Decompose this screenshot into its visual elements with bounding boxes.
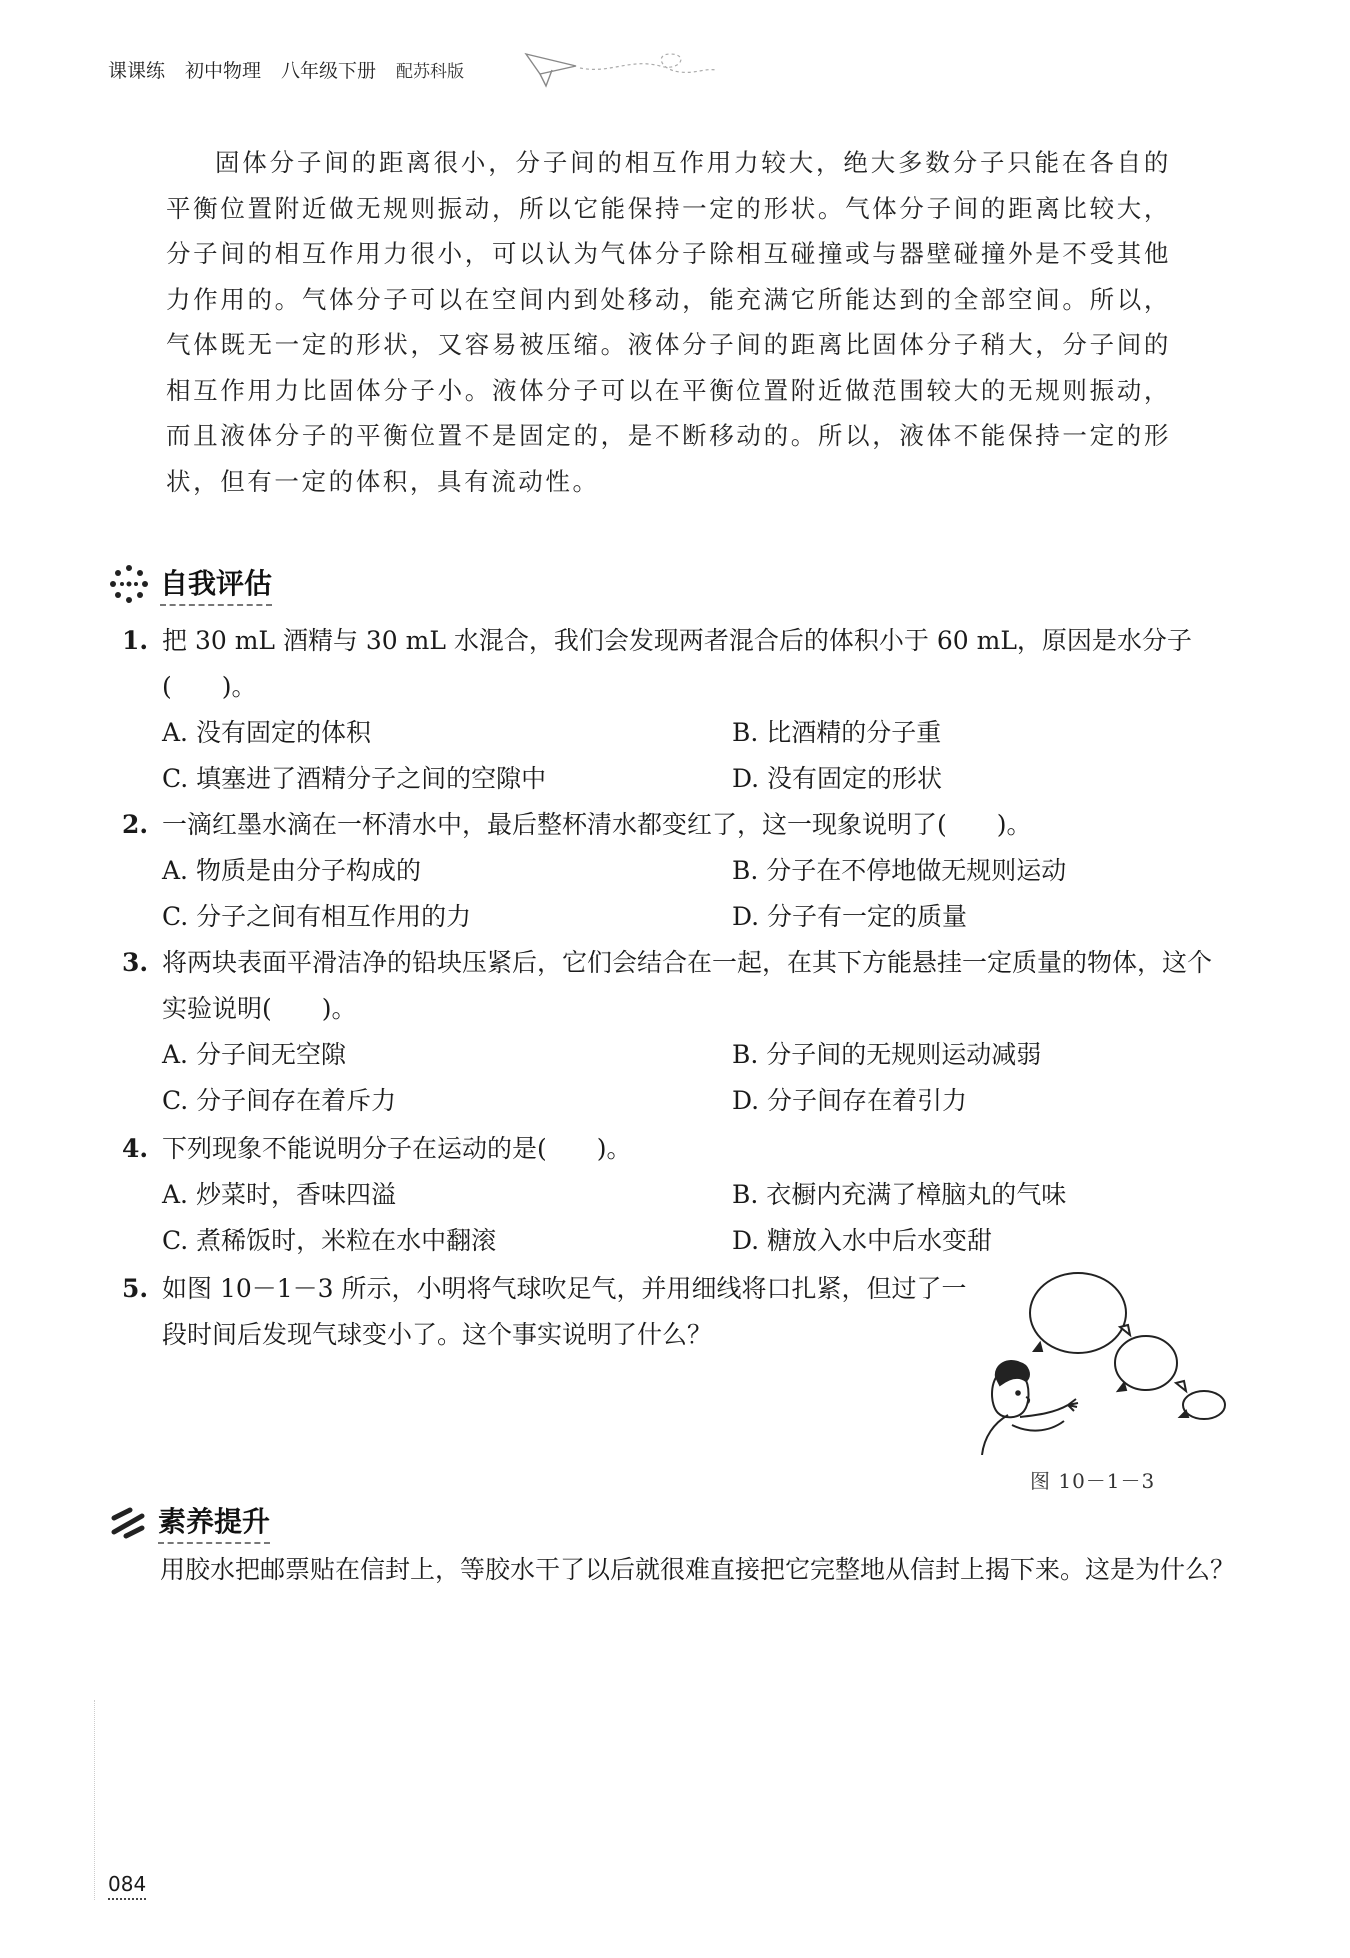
question-stem: 把 30 mL 酒精与 30 mL 水混合，我们会发现两者混合后的体积小于 60 mL，原因是水分子( )。	[162, 626, 1192, 701]
book-subject: 初中物理	[185, 59, 262, 82]
question-stem: 下列现象不能说明分子在运动的是( )。	[162, 1134, 632, 1163]
reading-passage	[166, 140, 1171, 504]
option-grid	[162, 1032, 1232, 1124]
question-stem: 如图 10－1－3 所示，小明将气球吹足气，并用细线将口扎紧，但过了一段时间后发现气球变小了。这个事实说明了什么？	[162, 1274, 967, 1349]
option-b[interactable]: B. 分子间的无规则运动减弱	[732, 1040, 1042, 1069]
improvement-title: 素养提升	[158, 1500, 270, 1544]
option-a[interactable]: A. 物质是由分子构成的	[162, 856, 421, 885]
option-a[interactable]: A. 分子间无空隙	[162, 1040, 346, 1069]
option-d[interactable]: D. 分子有一定的质量	[732, 902, 968, 931]
question-4	[122, 1126, 1232, 1264]
improvement-heading	[108, 1500, 270, 1544]
improvement-text: 用胶水把邮票贴在信封上，等胶水干了以后就很难直接把它完整地从信封上揭下来。这是为什么？	[160, 1555, 1236, 1584]
option-b[interactable]: B. 比酒精的分子重	[732, 718, 942, 747]
question-1	[122, 618, 1232, 802]
question-number: 1.	[122, 626, 149, 655]
small-balloon	[1183, 1391, 1225, 1419]
book-edition: 配苏科版	[396, 61, 465, 82]
question-2	[122, 802, 1232, 940]
balloon-illustration	[968, 1265, 1233, 1455]
question-number: 3.	[122, 948, 149, 977]
dots-icon	[108, 563, 150, 605]
page-number: 084	[108, 1872, 146, 1900]
option-a[interactable]: A. 没有固定的体积	[162, 718, 371, 747]
book-grade: 八年级下册	[281, 59, 377, 82]
question-3	[122, 940, 1232, 1124]
question-stem: 一滴红墨水滴在一杯清水中，最后整杯清水都变红了，这一现象说明了( )。	[162, 810, 1032, 839]
option-grid	[162, 1172, 1232, 1264]
option-grid	[162, 848, 1232, 940]
margin-guide	[94, 1700, 96, 1900]
option-d[interactable]: D. 没有固定的形状	[732, 764, 943, 793]
option-c[interactable]: C. 填塞进了酒精分子之间的空隙中	[162, 764, 547, 793]
option-d[interactable]: D. 糖放入水中后水变甜	[732, 1226, 993, 1255]
option-c[interactable]: C. 煮稀饭时，米粒在水中翻滚	[162, 1226, 497, 1255]
large-balloon	[1030, 1273, 1126, 1353]
option-grid	[162, 710, 1232, 802]
self-assessment-title: 自我评估	[160, 562, 272, 606]
option-c[interactable]: C. 分子之间有相互作用的力	[162, 902, 472, 931]
option-a[interactable]: A. 炒菜时，香味四溢	[162, 1180, 396, 1209]
question-number: 2.	[122, 810, 149, 839]
page-header	[108, 52, 484, 86]
figure-caption: 图 10－1－3	[1030, 1469, 1156, 1493]
question-number: 5.	[122, 1274, 149, 1303]
option-b[interactable]: B. 分子在不停地做无规则运动	[732, 856, 1067, 885]
question-number: 4.	[122, 1134, 149, 1163]
paper-plane-decoration	[520, 44, 720, 94]
option-c[interactable]: C. 分子间存在着斥力	[162, 1086, 397, 1115]
option-b[interactable]: B. 衣橱内充满了樟脑丸的气味	[732, 1180, 1067, 1209]
reading-paragraph: 固体分子间的距离很小，分子间的相互作用力较大，绝大多数分子只能在各自的平衡位置附近做无规则振动，所以它能保持一定的形状。气体分子间的距离比较大，分子间的相互作用力很小，可以认为气体分子除相互碰撞或与器壁碰撞外是不受其他力作用的。气体分子可以在空间内到处移动，能充满它所能达到的全部空间。所以，气体既无一定的形状，又容易被压缩。液体分子间的距离比固体分子稍大，分子间的相互作用力比固体分子小。液体分子可以在平衡位置附近做范围较大的无规则振动，而且液体分子的平衡位置不是固定的，是不断移动的。所以，液体不能保持一定的形状，但有一定的体积，具有流动性。	[166, 148, 1171, 496]
slash-icon	[108, 1504, 148, 1540]
question-5	[122, 1266, 967, 1358]
improvement-question	[110, 1545, 1240, 1595]
book-series: 课课练	[108, 59, 166, 82]
question-stem: 将两块表面平滑洁净的铅块压紧后，它们会结合在一起，在其下方能悬挂一定质量的物体，这个实验说明( )。	[162, 948, 1213, 1023]
option-d[interactable]: D. 分子间存在着引力	[732, 1086, 968, 1115]
self-assessment-heading	[108, 562, 272, 606]
